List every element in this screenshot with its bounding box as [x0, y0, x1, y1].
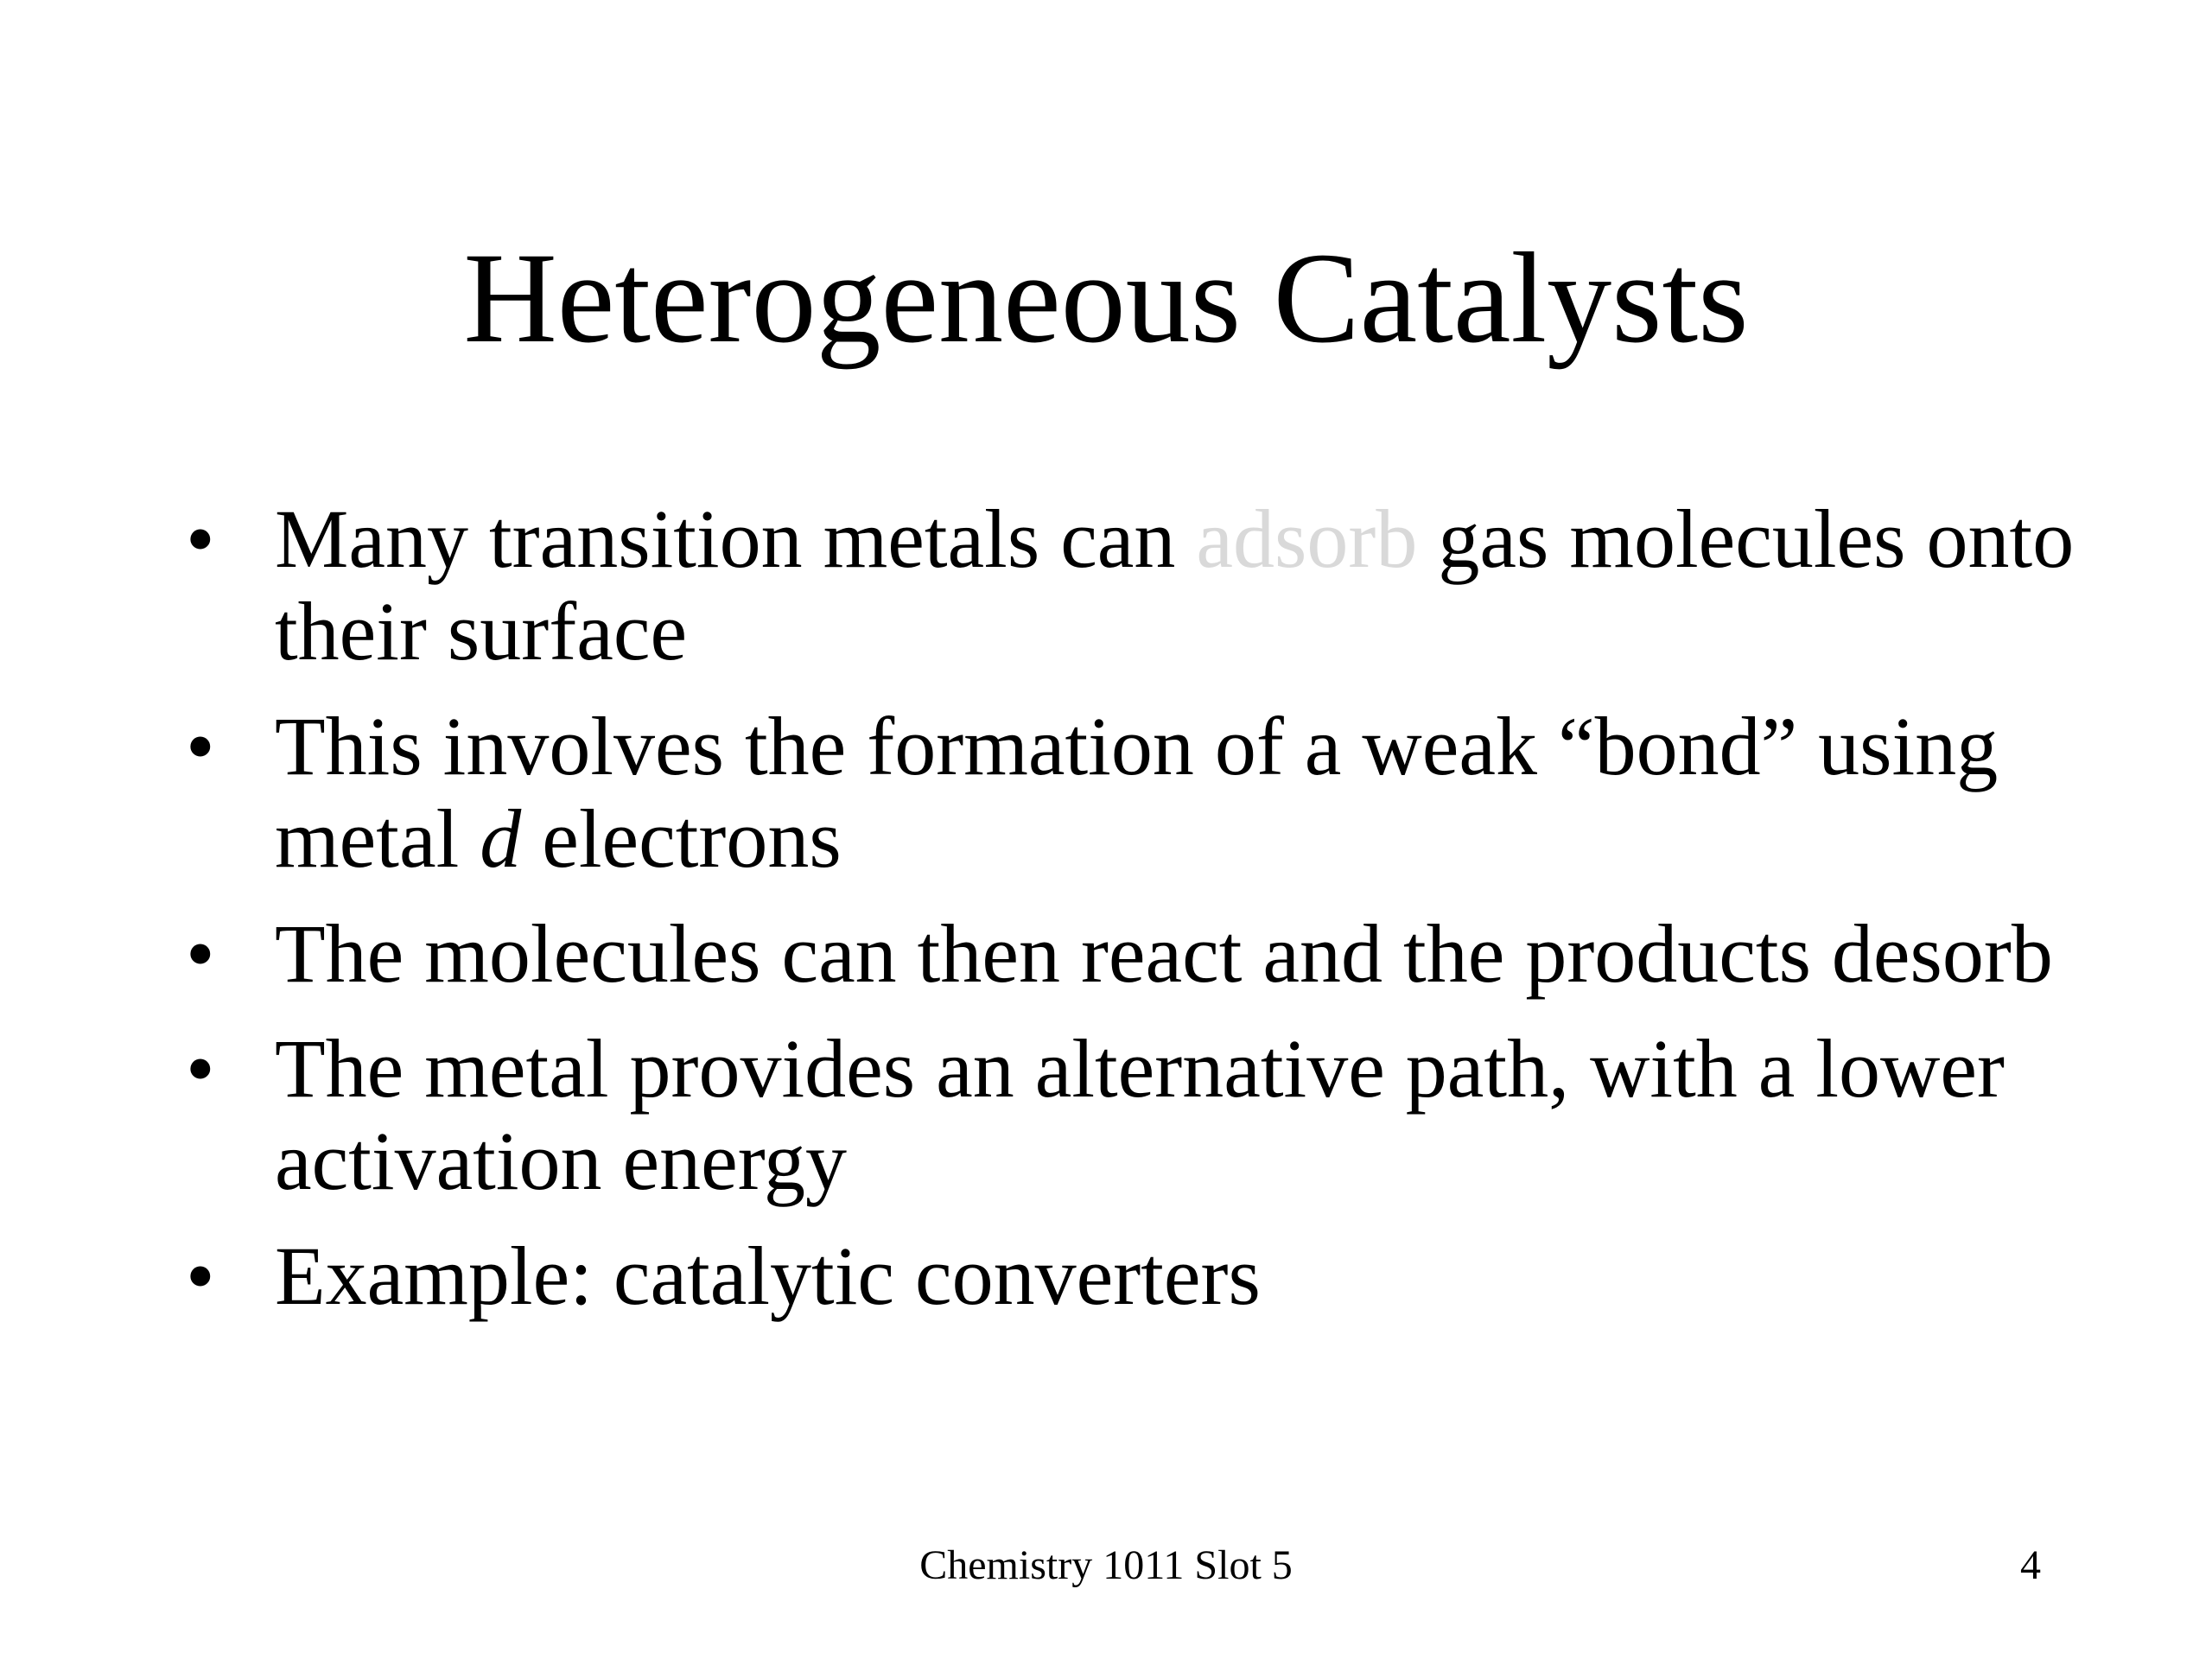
- bullet-text-part: electrons: [521, 792, 842, 885]
- bullet-item-2: [186, 700, 2087, 885]
- bullet-icon: •: [186, 1230, 215, 1322]
- bullet-text-part: gas molecules onto their surface: [275, 493, 2075, 677]
- slide-title: Heterogeneous Catalysts: [463, 226, 1749, 370]
- bullet-item-4: [186, 1022, 2087, 1207]
- bullet-icon: •: [186, 1022, 215, 1115]
- bullet-item-1: [186, 493, 2087, 677]
- bullet-icon: •: [186, 700, 215, 792]
- bullet-icon: •: [186, 493, 215, 585]
- page-number: 4: [2020, 1542, 2041, 1588]
- bullet-list: [186, 493, 2087, 1344]
- bullet-item-3: [186, 907, 2087, 1000]
- bullet-text: The metal provides an alternative path, with a lower activation energy: [275, 1022, 2005, 1207]
- highlighted-term: adsorb: [1196, 493, 1418, 585]
- italic-term: d: [480, 792, 522, 885]
- bullet-text-part: Many transition metals can: [275, 493, 1197, 585]
- bullet-icon: •: [186, 907, 215, 1000]
- bullet-item-5: [186, 1230, 2087, 1322]
- footer-label: Chemistry 1011 Slot 5: [919, 1542, 1293, 1588]
- bullet-text: Example: catalytic converters: [275, 1230, 1261, 1322]
- bullet-text-part: This involves the formation of a weak “bond” using metal: [275, 700, 1999, 885]
- bullet-text: The molecules can then react and the products desorb: [275, 907, 2053, 1000]
